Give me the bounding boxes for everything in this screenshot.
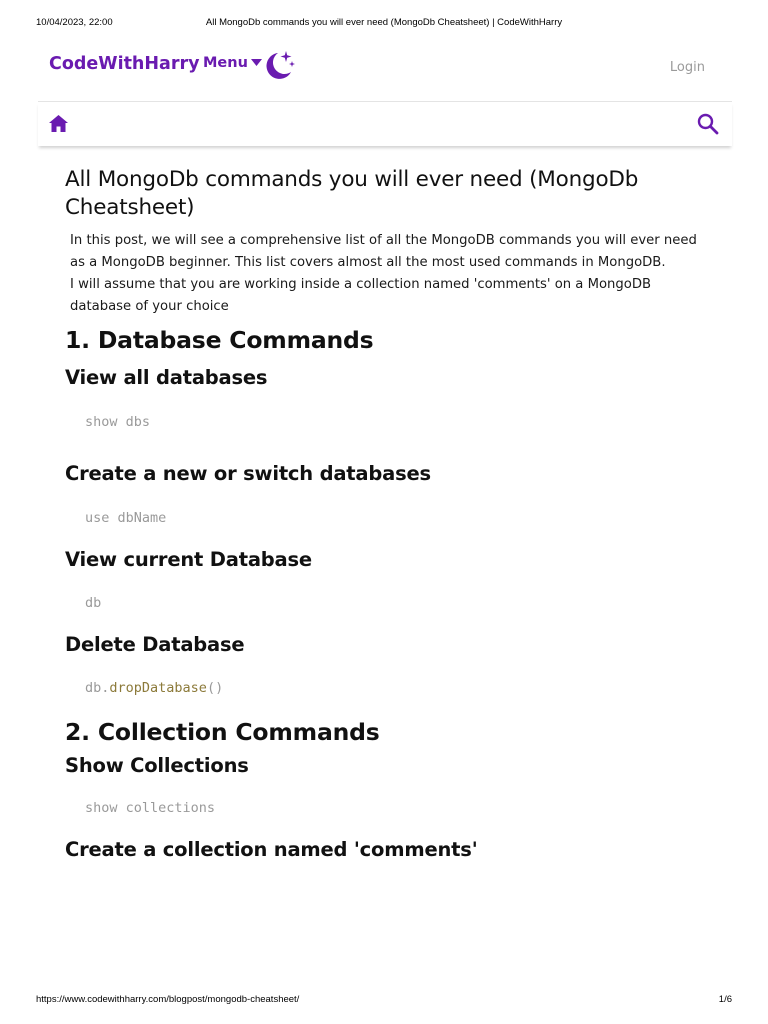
menu-label: Menu	[203, 55, 248, 71]
theme-toggle-button[interactable]	[264, 48, 296, 86]
moon-stars-icon	[264, 48, 296, 82]
subsection-heading: View current Database	[65, 548, 312, 571]
subsection-heading: Create a new or switch databases	[65, 462, 431, 485]
code-block: show dbs	[85, 414, 151, 430]
login-link[interactable]: Login	[669, 60, 705, 75]
top-navbar	[38, 46, 732, 102]
code-block	[85, 680, 715, 696]
code-parens: ()	[206, 680, 224, 696]
print-page-title: All MongoDb commands you will ever need (MongoDb Cheatsheet) | CodeWithHarry	[205, 17, 563, 28]
code-block: db	[85, 595, 102, 611]
subsection-heading: View all databases	[65, 366, 268, 389]
print-footer	[36, 994, 732, 1008]
post-content	[65, 166, 715, 861]
brand-logo-link[interactable]: CodeWithHarry	[49, 54, 200, 74]
home-button[interactable]	[49, 115, 68, 136]
subsection-heading: Delete Database	[65, 633, 245, 656]
secondary-toolbar	[38, 102, 732, 146]
subsection-heading: Create a collection named 'comments'	[65, 838, 478, 861]
code-block: show collections	[85, 800, 216, 816]
print-page-number: 1/6	[718, 994, 732, 1005]
subsection-heading: Show Collections	[65, 754, 249, 777]
code-block: use dbName	[85, 510, 167, 526]
print-header	[36, 17, 732, 31]
caret-down-icon	[251, 59, 262, 66]
home-icon	[49, 115, 68, 132]
menu-dropdown-button[interactable]	[203, 55, 262, 71]
code-function: dropDatabase	[109, 680, 207, 696]
intro-paragraph: In this post, we will see a comprehensive list of all the MongoDB commands you will ever need as a MongoDB beginner. This list covers almost all the most used commands in MongoDB.	[70, 233, 697, 270]
search-icon	[697, 113, 719, 135]
intro-paragraph: I will assume that you are working inside a collection named 'comments' on a MongoDB database of your choice	[70, 277, 652, 314]
print-url: https://www.codewithharry.com/blogpost/mongodb-cheatsheet/	[36, 994, 300, 1005]
section-heading: 1. Database Commands	[65, 326, 374, 354]
print-datetime: 10/04/2023, 22:00	[36, 17, 113, 28]
section-heading: 2. Collection Commands	[65, 718, 380, 746]
post-title: All MongoDb commands you will ever need (MongoDb Cheatsheet)	[65, 167, 639, 220]
code-object: db.	[85, 680, 110, 696]
post-intro	[70, 230, 715, 318]
search-button[interactable]	[697, 113, 719, 139]
